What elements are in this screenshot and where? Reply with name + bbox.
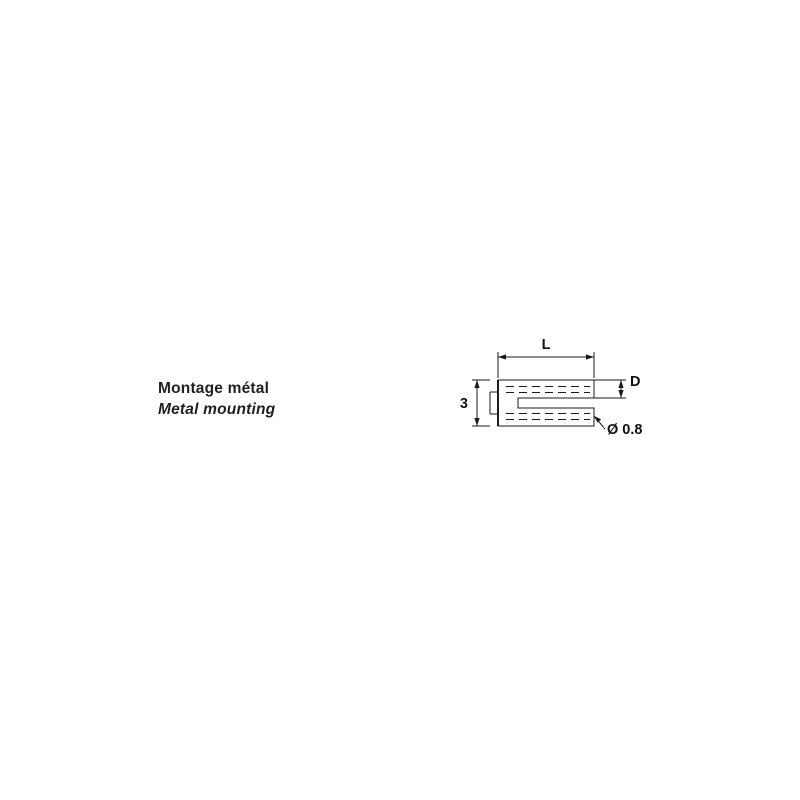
caption-french: Montage métal — [158, 380, 270, 397]
caption-english: Metal mounting — [158, 400, 276, 418]
dimension-label-L: L — [541, 337, 551, 353]
clip-left-tab — [490, 392, 498, 414]
dimension-label-3: 3 — [459, 396, 468, 412]
dimension-label-D: D — [630, 374, 641, 390]
dimension-label-wire-diameter: Ø 0.8 — [607, 422, 643, 438]
technical-drawing — [430, 330, 690, 470]
leader-arrow-wire-dia — [594, 416, 601, 423]
caption-block — [158, 379, 275, 421]
